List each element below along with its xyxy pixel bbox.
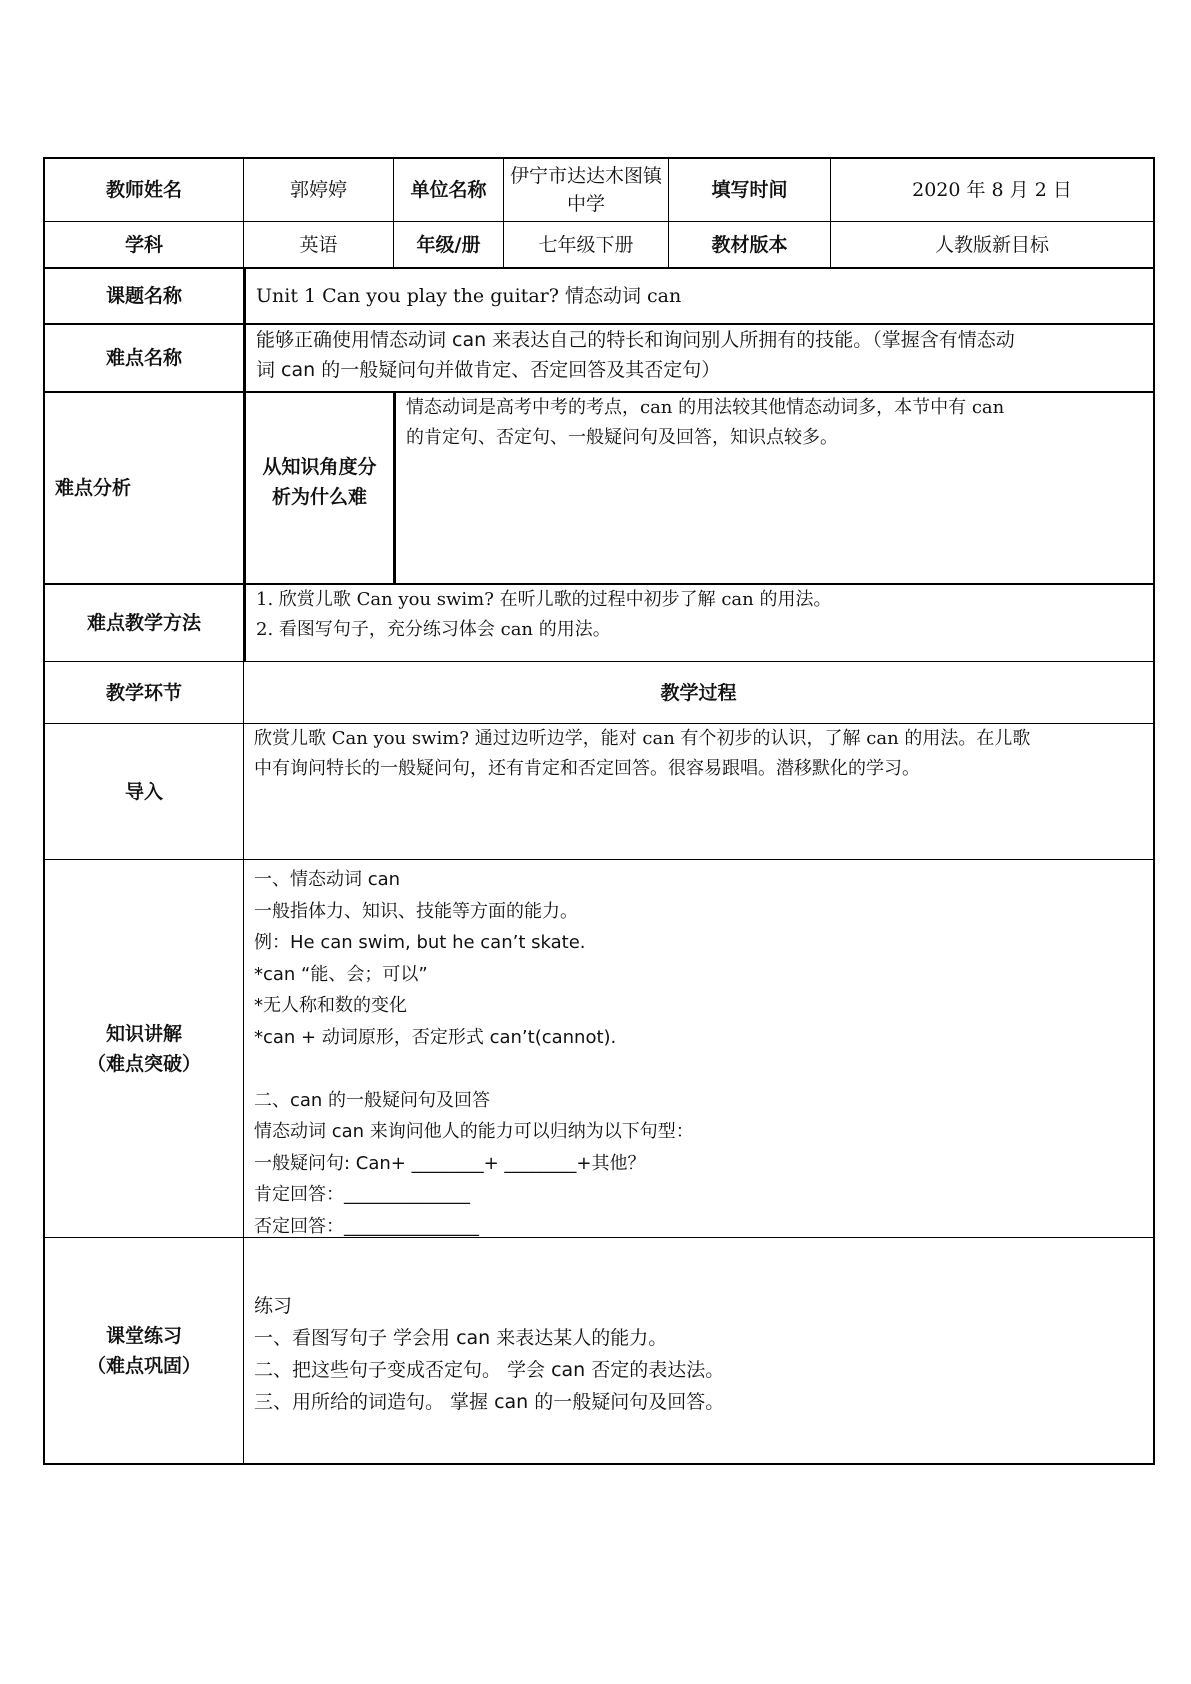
method-value [243,585,1153,661]
knowledge-label [45,860,243,1237]
intro-label: 导入 [124,780,163,803]
difficulty-value [243,325,1153,391]
grade-label: 年级/册 [393,222,503,267]
table-bottom-border [43,1463,1155,1465]
knowledge-line: 肯定回答：______________ [254,1184,470,1205]
topic-value: Unit 1 Can you play the guitar? 情态动词 can [243,269,1153,323]
knowledge-line: 一般指体力、知识、技能等方面的能力。 [254,900,578,922]
teacher-label: 教师姓名 [105,179,182,201]
analysis-row [43,391,1155,583]
practice-line: 二、把这些句子变成否定句。 学会 can 否定的表达法。 [254,1359,725,1381]
knowledge-line: 例：He can swim, but he can’t skate. [254,932,586,953]
process-label: 教学过程 [243,662,1153,723]
edition-value: 人教版新目标 [830,222,1153,267]
unit-value-line1: 伊宁市达达木图镇 [509,165,662,187]
analysis-sub-label-line1: 从知识角度分 [262,456,377,478]
process-header-row [43,661,1155,723]
knowledge-line: *can + 动词原形，否定形式 can’t(cannot). [254,1026,617,1048]
practice-line: 练习 [254,1295,293,1317]
difficulty-row [43,323,1155,391]
edition-label: 教材版本 [668,222,830,267]
subject-value: 英语 [243,222,393,267]
analysis-line1: 情态动词是高考中考的考点，can 的用法较其他情态动词多，本节中有 can [406,397,1005,418]
analysis-value [393,393,1153,583]
practice-row [43,1237,1155,1463]
knowledge-line: 一般疑问句: Can+ ________+ ________+其他？ [254,1152,646,1174]
date-label: 填写时间 [668,159,830,221]
practice-line: 一、看图写句子 学会用 can 来表达某人的能力。 [254,1327,668,1349]
knowledge-line: 一、情态动词 can [254,869,401,890]
practice-label-line2: （难点巩固） [86,1354,201,1377]
header-row-1 [43,157,1155,221]
method-line1: 1. 欣赏儿歌 Can you swim? 在听儿歌的过程中初步了解 can 的用法。 [256,589,832,610]
grade-value: 七年级下册 [503,222,668,267]
knowledge-line: 二、can 的一般疑问句及回答 [254,1089,491,1111]
method-row [43,583,1155,661]
analysis-sub-label-line2: 析为什么难 [271,486,367,508]
practice-content [243,1238,1153,1463]
knowledge-content [243,860,1153,1237]
method-label: 难点教学方法 [86,612,201,634]
header-row-2 [43,221,1155,267]
subject-label: 学科 [124,233,163,256]
method-line2: 2. 看图写句子，充分练习体会 can 的用法。 [256,619,611,640]
knowledge-line: 否定回答：_______________ [254,1215,479,1237]
teacher-value: 郭婷婷 [243,159,393,221]
topic-label: 课题名称 [105,285,182,307]
difficulty-label: 难点名称 [105,347,182,369]
topic-row [43,267,1155,323]
intro-line1: 欣赏儿歌 Can you swim? 通过边听边学，能对 can 有个初步的认识，了解 can 的用法。在儿歌 [254,728,1031,749]
knowledge-label-line2: （难点突破） [86,1052,201,1075]
knowledge-line [254,1053,1145,1085]
intro-line2: 中有询问特长的一般疑问句，还有肯定和否定回答。很容易跟唱。潜移默化的学习。 [254,758,920,779]
intro-value [243,724,1153,859]
difficulty-line1: 能够正确使用情态动词 can 来表达自己的特长和询问别人所拥有的技能。（掌握含有情态动 [256,329,1015,351]
analysis-sub-label [243,393,393,583]
knowledge-line: *can “能、会；可以” [254,963,428,985]
knowledge-label-line1: 知识讲解 [105,1022,182,1045]
knowledge-row [43,859,1155,1237]
practice-line: 三、用所给的词造句。 掌握 can 的一般疑问句及回答。 [254,1391,725,1413]
knowledge-line: *无人称和数的变化 [254,995,407,1016]
process-stage-label: 教学环节 [105,681,182,704]
practice-label-line1: 课堂练习 [105,1324,182,1347]
knowledge-line: 情态动词 can 来询问他人的能力可以归纳为以下句型： [254,1121,694,1142]
unit-value-line2: 中学 [566,193,605,215]
practice-label [45,1238,243,1463]
unit-label: 单位名称 [393,159,503,221]
analysis-line2: 的肯定句、否定句、一般疑问句及回答，知识点较多。 [406,427,838,448]
unit-value [503,159,668,221]
date-value: 2020 年 8 月 2 日 [830,159,1153,221]
analysis-label: 难点分析 [55,477,132,499]
difficulty-line2: 词 can 的一般疑问句并做肯定、否定回答及其否定句） [256,359,721,381]
intro-row [43,723,1155,859]
